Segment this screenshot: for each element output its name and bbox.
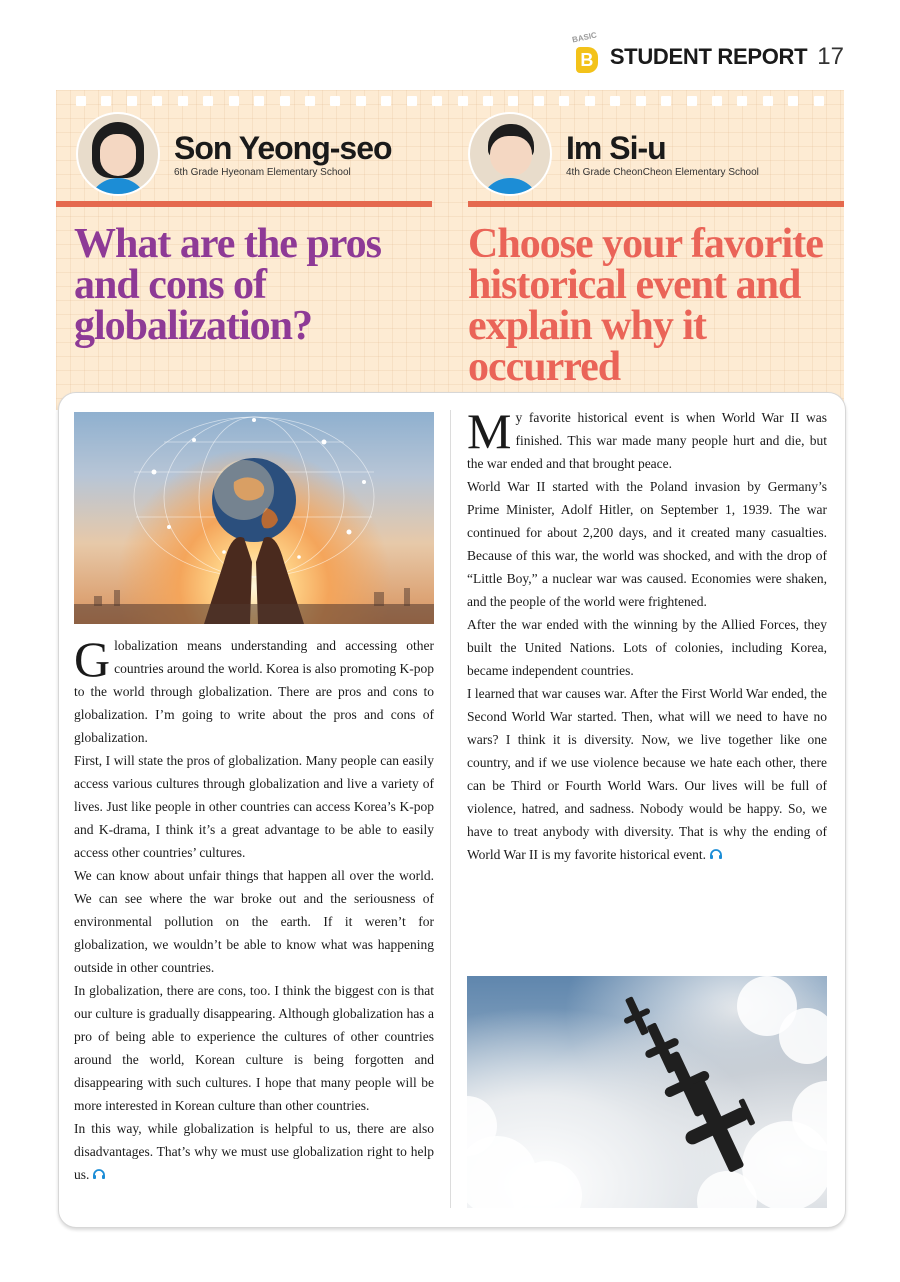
paragraph: In globalization, there are cons, too. I think the biggest con is that our culture is gradually disappearing. Although globalization has a pro of being able to experience the cultures of other countries around the world, Korean culture is being forgotten and disappearing with such cultures. I hope that many people will be more interested in Korean culture than other countries.: [74, 983, 434, 1113]
logo-basic-text: BASIC: [571, 30, 598, 45]
article-left-body: [74, 631, 434, 1186]
paragraph: We can know about unfair things that happen all over the world. We can see where the war broke out and the seriousness of environmental pollution on the earth. If it weren’t for globalization, we wouldn’t be able to know what was happening outside in other countries.: [74, 868, 434, 975]
planes-illustration: [467, 976, 827, 1208]
divider-rule-left: [56, 201, 432, 207]
basic-logo: [571, 30, 600, 77]
paragraph: Globalization means understanding and accessing other countries around the world. Korea is also promoting K-pop to the world through globalization. There are pros and cons to globalization. I’m going to write about the pros and cons of globalization.: [74, 631, 434, 745]
author-right: [468, 110, 759, 198]
page-header: [571, 30, 844, 80]
bomber-planes-in-clouds-photo: [467, 976, 827, 1208]
author-name-left: Son Yeong-seo: [174, 129, 392, 166]
paragraph: World War II started with the Poland invasion by Germany’s Prime Minister, Adolf Hitler, on September 1, 1939. The war continued for about 2,200 days, and it created many casualties. Because of this war, the world was shocked, and with the drop of “Little Boy,” a nuclear war was caused. Economies were shaken, and the people of the world were frightened.: [467, 479, 827, 609]
headphones-icon: [92, 1168, 106, 1180]
dropcap: M: [467, 403, 512, 459]
divider-rule-right: [468, 201, 844, 207]
paragraph: In this way, while globalization is helpful to us, there are also disadvantages. That’s why we must use globalization right to help us.: [74, 1121, 434, 1182]
author-school-left: 6th Grade Hyeonam Elementary School: [174, 166, 351, 178]
author-name-right: Im Si-u: [566, 129, 666, 166]
avatar-right: [468, 112, 552, 196]
binder-holes: [76, 96, 824, 106]
page-number: 17: [817, 43, 844, 70]
avatar-left: [76, 112, 160, 196]
globe-illustration: [74, 412, 434, 624]
topic-right: Choose your favorite historical event and explain why it occurred: [468, 221, 823, 390]
author-left: [76, 110, 392, 198]
hands-holding-globe-photo: [74, 412, 434, 624]
section-title: STUDENT REPORT: [609, 44, 808, 69]
topic-left: What are the pros and cons of globalization?: [74, 221, 381, 349]
paragraph: After the war ended with the winning by the Allied Forces, they built the United Nations. Lots of colonies, including Korea, became independent countries.: [467, 617, 827, 678]
author-school-right: 4th Grade CheonCheon Elementary School: [566, 166, 759, 178]
dropcap: G: [74, 631, 111, 687]
paragraph: I learned that war causes war. After the First World War ended, the Second World War started. Then, what will we need to have no wars? I think it is diversity. Now, we live together like one country, and if we use violence because we hate each other, there can be Third or Fourth World Wars. Our lives will be full of violence, hatred, and sadness. Nobody would be happy. So, we have to treat anybody with diversity. That is why the ending of World War II is my favorite historical event.: [467, 686, 827, 862]
paragraph: My favorite historical event is when World War II was finished. This war made many people hurt and die, but the war ended and that brought peace.: [467, 403, 827, 471]
paragraph: First, I will state the pros of globalization. Many people can easily access various cultures through globalization and live a variety of lives. Just like people in other countries can access Korea’s K-pop and K-drama, I think it’s a great advantage to be able to easily access other countries’ cultures.: [74, 753, 434, 860]
headphones-icon: [709, 848, 723, 860]
article-right-body: [467, 403, 827, 866]
column-divider: [450, 410, 451, 1208]
logo-b-badge: B: [576, 47, 598, 73]
